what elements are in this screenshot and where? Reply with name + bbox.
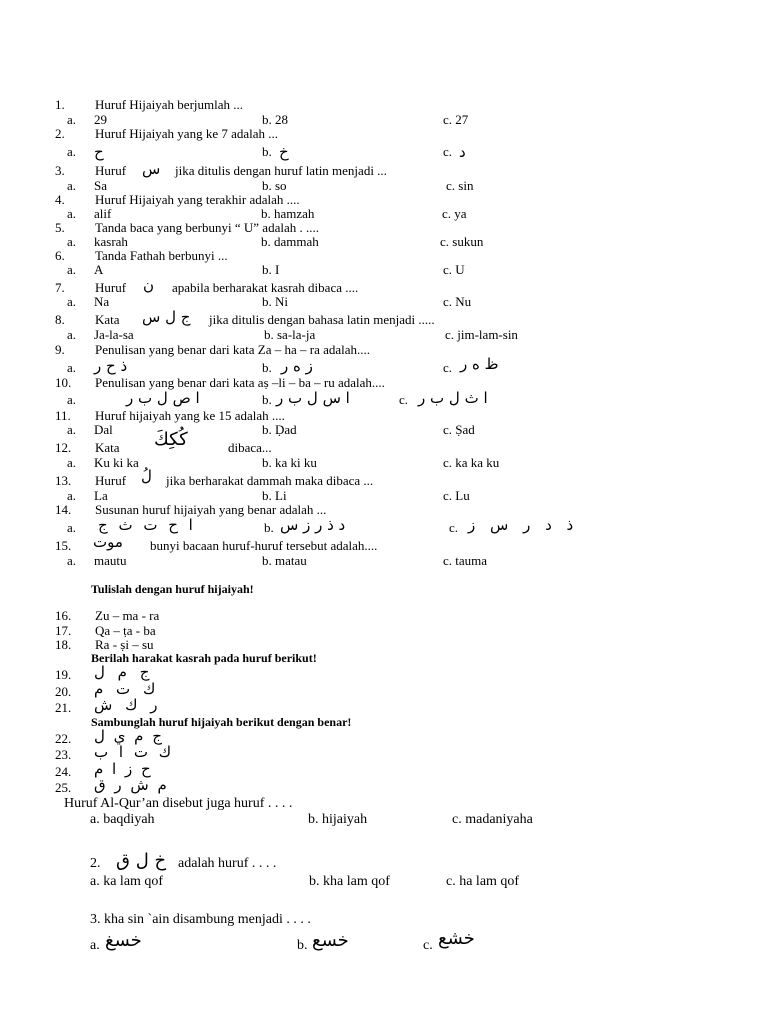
question-text: Penulisan yang benar dari kata aṣ –li – ba – ru adalah.... [95,375,385,390]
question-prefix: Huruf [95,473,127,488]
options-7 [0,294,768,310]
question-text: 3. kha sin `ain disambung menjadi . . . . [90,912,311,927]
option-c: c. Ṣad [443,422,475,437]
option-b: د ذ ر ز س [280,516,346,534]
question-number: 12. [55,440,72,455]
question-number: 1. [55,97,65,112]
option-label-a: a. [67,262,77,277]
question-number: 10. [55,375,72,390]
option-label-c: c. [399,392,409,407]
option-c: c. tauma [443,553,488,568]
option-a: Sa [94,178,107,193]
item-number: 24. [55,764,72,779]
question-number: 9. [55,342,65,357]
item-arabic: ر ك ش [94,696,158,714]
item-arabic: ج م ل [94,663,150,681]
question-number: 2. [55,126,65,141]
question-text: adalah huruf . . . . [178,856,277,871]
question-arabic: ن [143,276,155,294]
options-10 [0,389,768,408]
option-label-a: a. [67,488,77,503]
option-a: a. baqdiyah [90,812,155,827]
option-c: c. U [443,262,465,277]
item-number: 25. [55,780,72,795]
option-label-a: a. [67,294,77,309]
question-3 [0,160,768,179]
question-prefix: Huruf [95,163,127,178]
question-2 [0,126,768,142]
option-label-a: a. [67,327,77,342]
option-a: A [94,262,104,277]
item-arabic: م ش ر ق [94,776,167,794]
option-c: خشع [438,928,475,949]
question-8 [0,308,768,328]
question-text: jika ditulis dengan bahasa latin menjadi ..... [209,312,435,327]
item-text: Zu – ma - ra [95,608,160,623]
option-b: b. I [262,262,280,277]
section-heading-2: Berilah harakat kasrah pada huruf berikut! [91,651,317,665]
question-number: 4. [55,192,65,207]
question-arabic: خ ل ق [116,850,167,871]
option-a: kasrah [94,234,128,249]
question-10 [0,375,768,391]
option-c: c. madaniyaha [452,812,533,827]
question-arabic: موت [93,533,123,551]
question-number: 5. [55,220,65,235]
option-c: ظ ه ر [460,355,499,373]
option-b: b. so [262,178,287,193]
option-label-a: a. [67,520,77,535]
option-c: c. sin [446,178,474,193]
question-number: 7. [55,280,65,295]
options-9 [0,355,768,376]
option-c: د [459,143,466,161]
question-number: 11. [55,408,71,423]
options-2 [0,144,768,160]
question-text: Huruf Hijaiyah berjumlah ... [95,97,244,112]
option-c: c. Nu [443,294,472,309]
option-a: Dal [94,422,113,437]
item-number: 22. [55,731,72,746]
item-number: 23. [55,747,72,762]
option-a: mautu [94,553,127,568]
option-b: ز ه ر [281,357,313,375]
option-b: b. matau [262,553,307,568]
option-a: alif [94,206,112,221]
question-arabic: لُ [141,467,152,485]
extra-options-3 [0,928,768,956]
item-number: 16. [55,608,72,623]
option-c: ا ث ل ب ر [418,389,488,407]
item-16 [0,608,768,624]
option-label-b: b. [262,392,272,407]
option-label-a: a. [67,392,77,407]
question-number: 15. [55,538,72,553]
section-heading-1: Tulislah dengan huruf hijaiyah! [91,582,254,596]
question-number: 13. [55,473,72,488]
option-b: b. sa-la-ja [264,327,316,342]
question-1 [0,97,768,113]
options-12 [0,455,768,471]
option-b: b. Ḍad [262,422,297,437]
option-b: b. Li [262,488,287,503]
item-number: 18. [55,637,72,652]
item-arabic: ح ز ا م [94,760,151,778]
question-number: 8. [55,312,65,327]
option-b: b. kha lam qof [309,874,390,889]
question-text: Huruf hijaiyah yang ke 15 adalah .... [95,408,285,423]
option-label-a: a. [67,144,77,159]
option-label-b: b. [264,520,274,535]
option-a: خسغ [105,930,142,951]
option-label-a: a. [90,938,100,953]
option-label-a: a. [67,553,77,568]
option-label-a: a. [67,360,77,375]
question-text: Tanda Fathah berbunyi ... [95,248,228,263]
option-b: b. dammah [261,234,319,249]
option-a: ا ص ل ب ر [126,389,200,407]
options-11 [0,422,768,438]
item-number: 21. [55,700,72,715]
question-arabic: س [142,160,161,178]
option-label-a: a. [67,178,77,193]
option-label-c: c. [423,938,433,953]
option-label-c: c. [449,520,459,535]
option-c: c. ha lam qof [446,874,520,889]
question-prefix: Kata [95,440,120,455]
item-text: Qa – ṭa - ba [95,623,156,638]
option-a: Ku ki ka [94,455,139,470]
option-b: خ [279,143,289,161]
question-9 [0,342,768,358]
question-text: bunyi bacaan huruf-huruf tersebut adalah.... [150,538,378,553]
question-arabic: ج ل س [142,308,191,326]
item-25 [0,776,768,796]
options-6 [0,262,768,278]
option-c: c. ka ka ku [443,455,500,470]
option-label-b: b. [262,144,272,159]
option-a: ا ح ت ث ج [98,516,193,534]
option-b: b. hamzah [261,206,315,221]
question-number: 14. [55,502,72,517]
item-number: 17. [55,623,72,638]
option-c: c. jim-lam-sin [445,327,518,342]
option-c: ذ د ر س ز [468,516,574,534]
question-prefix: Huruf [95,280,127,295]
option-label-c: c. [443,360,453,375]
option-b: b. hijaiyah [308,812,368,827]
option-label-a: a. [67,206,77,221]
question-arabic: كُكِكَ [154,429,188,450]
question-text: Huruf Hijaiyah yang ke 7 adalah ... [95,126,279,141]
option-label-c: c. [443,144,453,159]
option-a: 29 [94,112,107,127]
question-text: Huruf Al-Qur’an disebut juga huruf . . . . [64,796,293,811]
option-b: ا س ل ب ر [276,389,350,407]
item-arabic: ك ت ا ب [94,743,172,761]
item-number: 19. [55,667,72,682]
question-prefix: Kata [95,312,120,327]
option-label-a: a. [67,422,77,437]
question-number: 6. [55,248,65,263]
option-b: b. Ni [262,294,288,309]
question-text: Susunan huruf hijaiyah yang benar adalah ... [95,502,327,517]
item-arabic: ج م ي ل [94,727,162,745]
question-13 [0,467,768,489]
option-a: Ja-la-sa [94,327,134,342]
option-a: a. ka lam qof [90,874,164,889]
option-b: خسع [312,930,349,951]
option-c: c. Lu [443,488,470,503]
question-text: dibaca... [228,440,272,455]
option-b: b. ka ki ku [262,455,317,470]
options-15 [0,553,768,569]
question-number: 2. [90,856,101,871]
question-text: Penulisan yang benar dari kata Za – ha – ra adalah.... [95,342,371,357]
option-a: ذ ح ر [94,357,128,375]
option-label-b: b. [262,360,272,375]
option-label-b: b. [297,938,308,953]
question-text: Tanda baca yang berbunyi “ U” adalah . .... [95,220,319,235]
option-c: c. 27 [443,112,469,127]
option-c: c. sukun [440,234,484,249]
question-number: 3. [55,163,65,178]
options-8 [0,327,768,343]
option-a: La [94,488,108,503]
question-text: jika berharakat dammah maka dibaca ... [166,473,374,488]
option-label-a: a. [67,112,77,127]
question-15 [0,533,768,554]
question-text: jika ditulis dengan huruf latin menjadi ... [175,163,387,178]
option-a: Na [94,294,110,309]
question-text: Huruf Hijaiyah yang terakhir adalah .... [95,192,300,207]
section-heading-3: Sambunglah huruf hijaiyah berikut dengan benar! [91,715,352,729]
option-a: ح [94,143,104,161]
item-text: Ra - ṣi – su [95,637,154,652]
option-c: c. ya [442,206,467,221]
question-text: apabila berharakat kasrah dibaca .... [172,280,359,295]
option-b: b. 28 [262,112,288,127]
option-label-a: a. [67,234,77,249]
item-number: 20. [55,684,72,699]
item-arabic: ك ت م [94,680,156,698]
option-label-a: a. [67,455,77,470]
